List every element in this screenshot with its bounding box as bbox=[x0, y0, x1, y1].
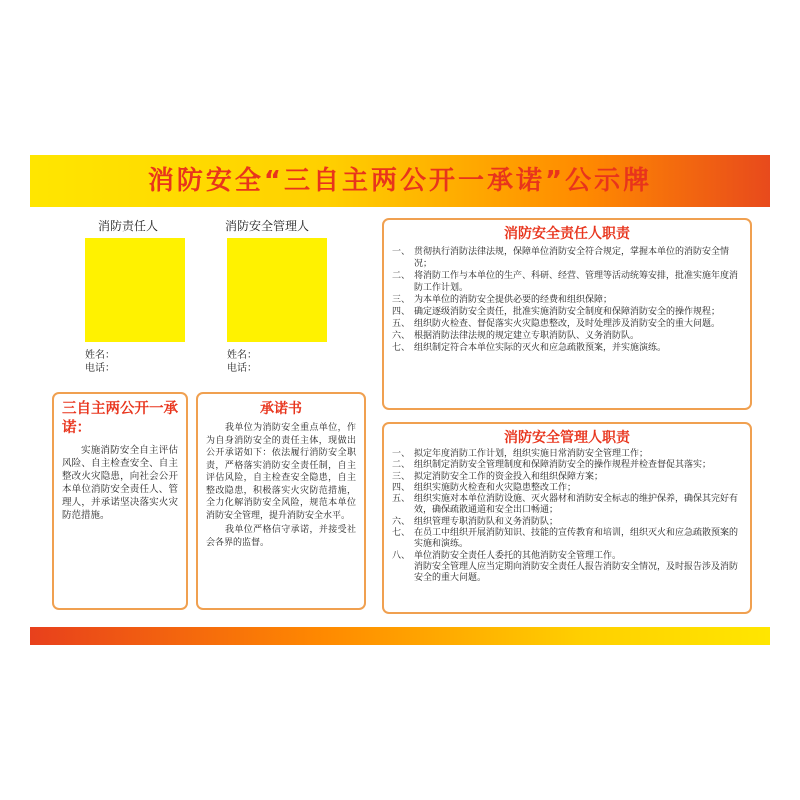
manager-duties-list bbox=[392, 449, 742, 585]
list-item: 二、 组织制定消防安全管理制度和保障消防安全的操作规程并检查督促其落实； bbox=[392, 460, 712, 471]
safety-manager-photo bbox=[227, 238, 327, 342]
list-item: 一、 拟定年度消防工作计划，组织实施日常消防安全管理工作； bbox=[392, 449, 649, 459]
three-self-body: 实施消防安全自主评估风险、自主检查安全、自主整改火灾隐患，向社会公开本单位消防安全责任人、管理人，并承诺坚决落实火灾防范措施。 bbox=[62, 445, 178, 521]
pledge-box bbox=[196, 392, 366, 610]
three-self-title: 三自主两公开一承诺： bbox=[62, 401, 178, 436]
responsible-duties-title: 消防安全责任人职责 bbox=[504, 226, 630, 242]
responsible-person-name-label: 姓名： bbox=[85, 350, 115, 361]
responsible-duties-box bbox=[382, 218, 752, 410]
list-item: 三、 拟定消防安全工作的资金投入和组织保障方案； bbox=[392, 471, 604, 482]
safety-manager-phone-label: 电话： bbox=[227, 363, 257, 374]
list-item: 一、 贯彻执行消防法律法规，保障单位消防安全符合规定，掌握本单位的消防安全情况； bbox=[392, 247, 730, 269]
list-item: 七、 组织制定符合本单位实际的灭火和应急疏散预案，并实施演练。 bbox=[392, 343, 667, 353]
manager-duties-box bbox=[382, 422, 752, 614]
responsible-person-photo bbox=[85, 238, 185, 342]
responsible-person-label: 消防责任人 bbox=[98, 219, 159, 233]
board-title: 消防安全“三自主两公开一承诺”公示牌 bbox=[147, 166, 653, 196]
list-item: 二、 将消防工作与本单位的生产、科研、经营、管理等活动统筹安排，批准实施年度消防工作计划。 bbox=[392, 271, 739, 293]
safety-manager-name-label: 姓名： bbox=[227, 350, 257, 361]
manager-duties-title: 消防安全管理人职责 bbox=[504, 430, 630, 446]
responsible-person-phone-label: 电话： bbox=[85, 363, 115, 374]
list-item: 六、 组织管理专职消防队和义务消防队； bbox=[392, 516, 559, 527]
list-item: 五、 组织实施对本单位消防设施、灭火器材和消防安全标志的维护保养，确保其完好有效，确保疏散通道和安全出口畅通； bbox=[392, 494, 739, 516]
list-item: 四、 确定逐级消防安全责任，批准实施消防安全制度和保障消防安全的操作规程； bbox=[392, 307, 721, 317]
responsible-person-info bbox=[85, 349, 115, 375]
list-item: 三、 为本单位的消防安全提供必要的经费和组织保障； bbox=[392, 295, 613, 305]
list-item: 八、 单位消防安全责任人委托的其他消防安全管理工作。 bbox=[392, 550, 622, 561]
list-item: 消防安全管理人应当定期向消防安全责任人报告消防安全情况，及时报告涉及消防安全的重大问题。 bbox=[414, 561, 739, 584]
safety-manager-label: 消防安全管理人 bbox=[225, 219, 310, 233]
pledge-body-1: 我单位为消防安全重点单位，作为自身消防安全的责任主体，现做出公开承诺如下：依法履行消防安全职责，严格落实消防安全责任制，自主评估风险，自主检查安全隐患，自主整改隐患，积极落实火灾防范措施，全力化解消防安全风险，规范本单位消防安全管理，提升消防安全水平。 bbox=[206, 423, 356, 521]
pledge-title: 承诺书 bbox=[260, 401, 302, 417]
list-item: 七、 在员工中组织开展消防知识、技能的宣传教育和培训，组织灭火和应急疏散预案的实施和演练。 bbox=[392, 528, 739, 550]
pledge-body-2: 我单位严格信守承诺，并接受社会各界的监督。 bbox=[206, 525, 356, 548]
list-item: 五、 组织防火检查、督促落实火灾隐患整改，及时处理涉及消防安全的重大问题。 bbox=[392, 319, 721, 329]
list-item: 四、 组织实施防火检查和火灾隐患整改工作； bbox=[392, 482, 577, 493]
notice-board bbox=[30, 155, 770, 645]
three-self-box bbox=[52, 392, 188, 610]
list-item: 六、 根据消防法律法规的规定建立专职消防队、义务消防队。 bbox=[392, 331, 640, 341]
safety-manager-info bbox=[227, 349, 257, 375]
bottom-banner bbox=[30, 627, 770, 645]
responsible-duties-list bbox=[392, 246, 742, 354]
